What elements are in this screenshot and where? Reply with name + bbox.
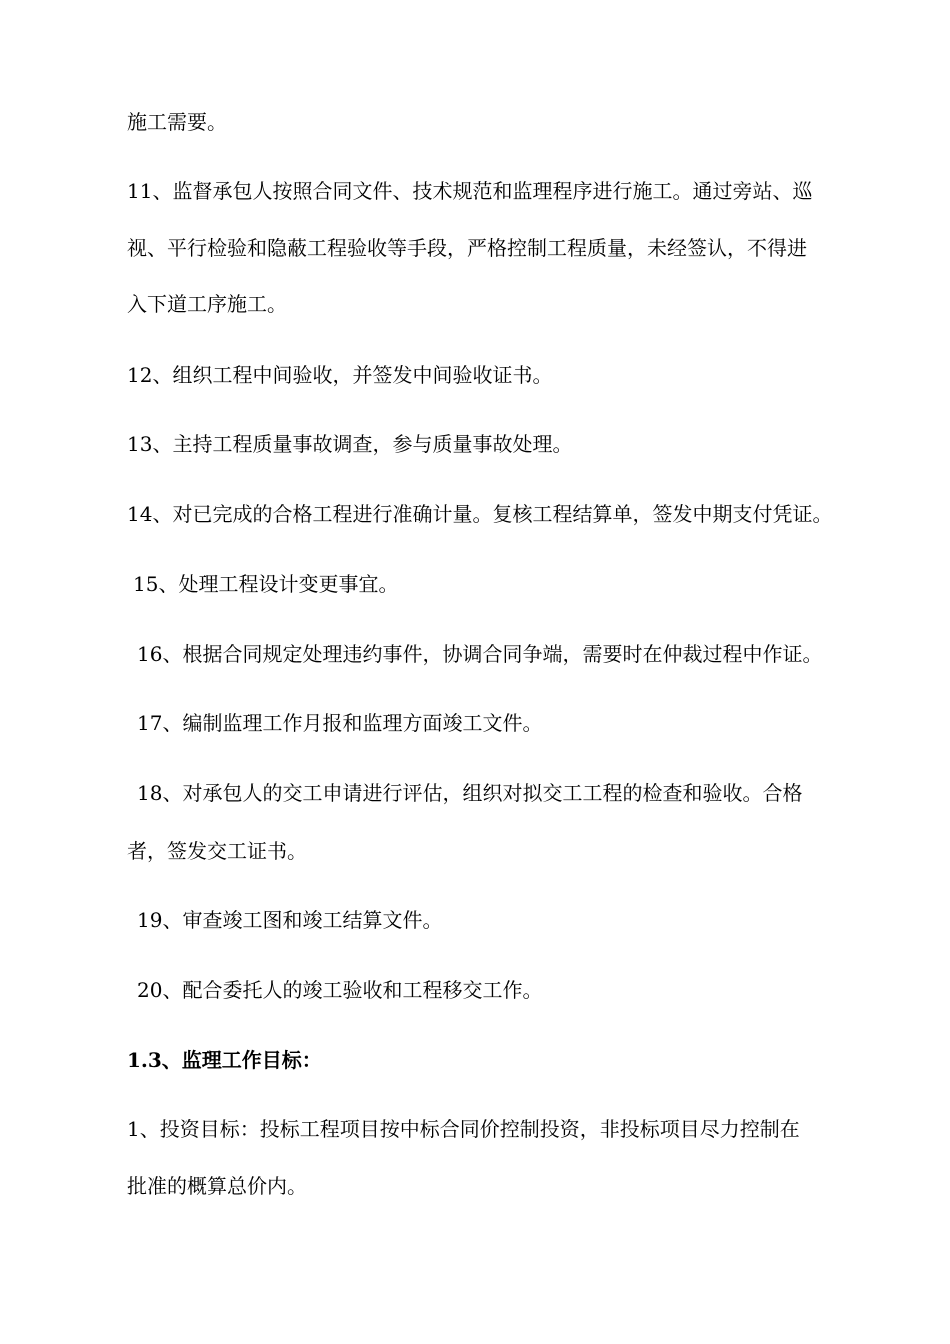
text-line: 施工需要。 xyxy=(127,110,227,134)
text-line: 15、处理工程设计变更事宜。 xyxy=(133,572,399,596)
text-line: 者，签发交工证书。 xyxy=(127,839,307,863)
text-line: 14、对已完成的合格工程进行准确计量。复核工程结算单，签发中期支付凭证。 xyxy=(127,502,833,526)
text-line: 11、监督承包人按照合同文件、技术规范和监理程序进行施工。通过旁站、巡 xyxy=(127,179,813,203)
section-heading: 1.3、监理工作目标： xyxy=(127,1048,322,1072)
text-line: 12、组织工程中间验收，并签发中间验收证书。 xyxy=(127,363,553,387)
text-line: 18、对承包人的交工申请进行评估，组织对拟交工工程的检查和验收。合格 xyxy=(137,781,803,805)
text-line: 批准的概算总价内。 xyxy=(127,1174,307,1198)
text-line: 13、主持工程质量事故调查，参与质量事故处理。 xyxy=(127,432,573,456)
text-line: 19、审查竣工图和竣工结算文件。 xyxy=(137,908,443,932)
text-line: 17、编制监理工作月报和监理方面竣工文件。 xyxy=(137,711,543,735)
text-line: 16、根据合同规定处理违约事件，协调合同争端，需要时在仲裁过程中作证。 xyxy=(137,642,823,666)
text-line: 视、平行检验和隐蔽工程验收等手段，严格控制工程质量，未经签认，不得进 xyxy=(127,236,807,260)
text-line: 入下道工序施工。 xyxy=(127,292,287,316)
text-line: 20、配合委托人的竣工验收和工程移交工作。 xyxy=(137,978,543,1002)
text-line: 1、投资目标：投标工程项目按中标合同价控制投资，非投标项目尽力控制在 xyxy=(127,1117,800,1141)
